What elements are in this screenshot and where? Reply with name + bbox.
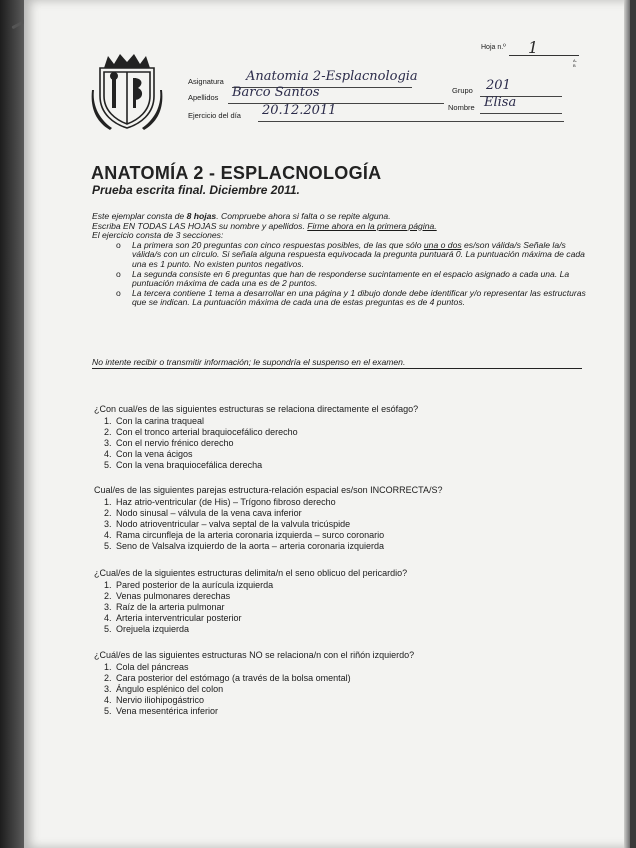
bullet-icon: o xyxy=(116,268,121,279)
option-text: Con la carina traqueal xyxy=(116,416,205,426)
ejercicio-label: Ejercicio del día xyxy=(188,111,241,120)
nombre-value: Elisa xyxy=(484,95,517,110)
option-text: Con la vena ácigos xyxy=(116,449,193,459)
warning-text: No intente recibir o transmitir información; le supondría el suspenso en el examen. xyxy=(92,357,582,369)
question-2 xyxy=(94,485,554,552)
answer-option[interactable] xyxy=(94,519,554,530)
answer-option[interactable] xyxy=(94,695,554,706)
exam-page xyxy=(24,0,630,848)
ejercicio-value: 20.12.2011 xyxy=(262,103,337,118)
option-number: 1. xyxy=(104,662,112,672)
answer-option[interactable] xyxy=(94,449,554,460)
option-text: Rama circunfleja de la arteria coronaria izquierda – surco coronario xyxy=(116,530,385,540)
answer-option[interactable] xyxy=(94,706,554,717)
question-stem: ¿Con cual/es de las siguientes estructuras se relaciona directamente el esófago? xyxy=(94,404,419,414)
bullet-text: La tercera contiene 1 tema a desarrollar en una página y 1 dibujo donde debe identificar y/o representar las estructuras que se indican. La puntuación máxima de cada una de estas preguntas es de 4 puntos. xyxy=(132,287,586,308)
answer-option[interactable] xyxy=(94,602,554,613)
answer-option[interactable] xyxy=(94,530,554,541)
option-number: 3. xyxy=(104,519,112,529)
answer-option[interactable] xyxy=(94,662,554,673)
question-1 xyxy=(94,404,554,471)
bullet-text: es/son válida/s Señale la/s válida/s con un círculo. Si señala alguna respuesta equivocada la pregunta puntuará 0. La puntuación máxima de cada una es 1 punto. No existen puntos negativos. xyxy=(132,239,585,269)
answer-option[interactable] xyxy=(94,673,554,684)
option-text: Nodo atrioventricular – valva septal de la valvula tricúspide xyxy=(116,519,351,529)
instruction-bullet xyxy=(92,289,592,308)
option-number: 4. xyxy=(104,613,112,623)
bullet-icon: o xyxy=(116,287,121,298)
question-3 xyxy=(94,568,554,635)
option-text: Con la vena braquiocefálica derecha xyxy=(116,460,263,470)
option-text: Arteria interventricular posterior xyxy=(116,613,242,623)
option-number: 1. xyxy=(104,580,112,590)
answer-option[interactable] xyxy=(94,427,554,438)
grupo-value: 201 xyxy=(486,78,511,93)
binder-edge xyxy=(0,0,24,848)
apellidos-label: Apellidos xyxy=(188,93,219,102)
sheet-number-value: 1 xyxy=(528,38,539,57)
university-crest-icon xyxy=(90,50,164,132)
bullet-icon: o xyxy=(116,239,121,250)
bullet-text: La segunda consiste en 6 preguntas que han de responderse sucintamente en el espacio asignado a cada una. La puntuación máxima de cada una es de 2 puntos. xyxy=(132,268,570,289)
option-text: Haz atrio-ventricular (de His) – Trígono fibroso derecho xyxy=(116,497,336,507)
option-number: 4. xyxy=(104,695,112,705)
option-text: Venas pulmonares derechas xyxy=(116,591,231,601)
answer-option[interactable] xyxy=(94,508,554,519)
apellidos-value: Barco Santos xyxy=(232,85,320,100)
answer-option[interactable] xyxy=(94,624,554,635)
sheet-number-line xyxy=(509,55,579,56)
answer-option[interactable] xyxy=(94,416,554,427)
sheet-number-label: Hoja n.º xyxy=(481,44,506,51)
answer-option[interactable] xyxy=(94,580,554,591)
question-stem: Cual/es de las siguientes parejas estructura-relación espacial es/son INCORRECTA/S? xyxy=(94,485,443,495)
instruction-line-3: El ejercicio consta de 3 secciones: xyxy=(92,230,224,241)
instruction-underlined: Firme ahora en la primera página. xyxy=(307,220,437,231)
option-number: 2. xyxy=(104,508,112,518)
answer-options xyxy=(94,662,554,717)
option-text: Orejuela izquierda xyxy=(116,624,190,634)
option-number: 4. xyxy=(104,449,112,459)
answer-option[interactable] xyxy=(94,438,554,449)
option-text: Nodo sinusal – válvula de la vena cava inferior xyxy=(116,508,302,518)
question-stem: ¿Cual/es de la siguientes estructuras delimita/n el seno oblicuo del pericardio? xyxy=(94,568,408,578)
option-number: 2. xyxy=(104,673,112,683)
option-text: Ángulo esplénico del colon xyxy=(116,684,224,694)
answer-options xyxy=(94,497,554,552)
answer-option[interactable] xyxy=(94,613,554,624)
option-number: 2. xyxy=(104,591,112,601)
option-text: Cara posterior del estómago (a través de la bolsa omental) xyxy=(116,673,351,683)
answer-options xyxy=(94,580,554,635)
sheet-number xyxy=(481,38,577,68)
instruction-text: Este ejemplar consta de xyxy=(92,211,187,221)
exam-subtitle: Prueba escrita final. Diciembre 2011. xyxy=(92,183,300,197)
asignatura-value: Anatomia 2-Esplacnologia xyxy=(246,69,418,84)
instruction-bullet xyxy=(92,241,592,270)
question-4 xyxy=(94,650,554,717)
option-text: Pared posterior de la aurícula izquierda xyxy=(116,580,274,590)
page-edge xyxy=(624,0,630,848)
answer-option[interactable] xyxy=(94,541,554,552)
option-text: Cola del páncreas xyxy=(116,662,189,672)
answer-option[interactable] xyxy=(94,497,554,508)
ejercicio-line xyxy=(258,121,564,122)
option-number: 3. xyxy=(104,438,112,448)
instructions xyxy=(92,212,592,308)
option-number: 5. xyxy=(104,460,112,470)
instruction-text: Escriba EN TODAS LAS HOJAS su nombre y apellidos. xyxy=(92,220,308,231)
grupo-label: Grupo xyxy=(452,86,473,95)
instruction-emphasis: 8 hojas xyxy=(186,211,217,221)
option-number: 2. xyxy=(104,427,112,437)
option-number: 3. xyxy=(104,684,112,694)
answer-option[interactable] xyxy=(94,684,554,695)
question-stem: ¿Cuál/es de las siguientes estructuras NO se relaciona/n con el riñón izquierdo? xyxy=(94,650,415,660)
option-text: Seno de Valsalva izquierdo de la aorta – arteria coronaria izquierda xyxy=(116,541,384,551)
option-number: 4. xyxy=(104,530,112,540)
option-number: 5. xyxy=(104,541,112,551)
option-number: 3. xyxy=(104,602,112,612)
asignatura-label: Asignatura xyxy=(188,77,224,86)
bullet-text: La primera son 20 preguntas con cinco respuestas posibles, de las que sólo xyxy=(132,239,424,250)
sheet-ab-label: A-B xyxy=(573,58,577,68)
instruction-text: . Compruebe ahora si falta o se repite alguna. xyxy=(216,211,391,221)
option-text: Raíz de la arteria pulmonar xyxy=(116,602,225,612)
nombre-line xyxy=(480,113,562,114)
answer-option[interactable] xyxy=(94,591,554,602)
answer-option[interactable] xyxy=(94,460,554,471)
option-text: Vena mesentérica inferior xyxy=(116,706,219,716)
option-text: Con el tronco arterial braquiocefálico derecho xyxy=(116,427,298,437)
option-number: 5. xyxy=(104,706,112,716)
instruction-bullet xyxy=(92,270,592,289)
nombre-label: Nombre xyxy=(448,103,475,112)
option-text: Nervio iliohipogástrico xyxy=(116,695,205,705)
answer-options xyxy=(94,416,554,471)
bullet-underlined: una o dos xyxy=(423,239,462,250)
exam-title: ANATOMÍA 2 - ESPLACNOLOGÍA xyxy=(91,163,382,183)
option-number: 1. xyxy=(104,497,112,507)
option-number: 1. xyxy=(104,416,112,426)
option-number: 5. xyxy=(104,624,112,634)
instruction-bullets xyxy=(92,241,592,308)
option-text: Con el nervio frénico derecho xyxy=(116,438,234,448)
